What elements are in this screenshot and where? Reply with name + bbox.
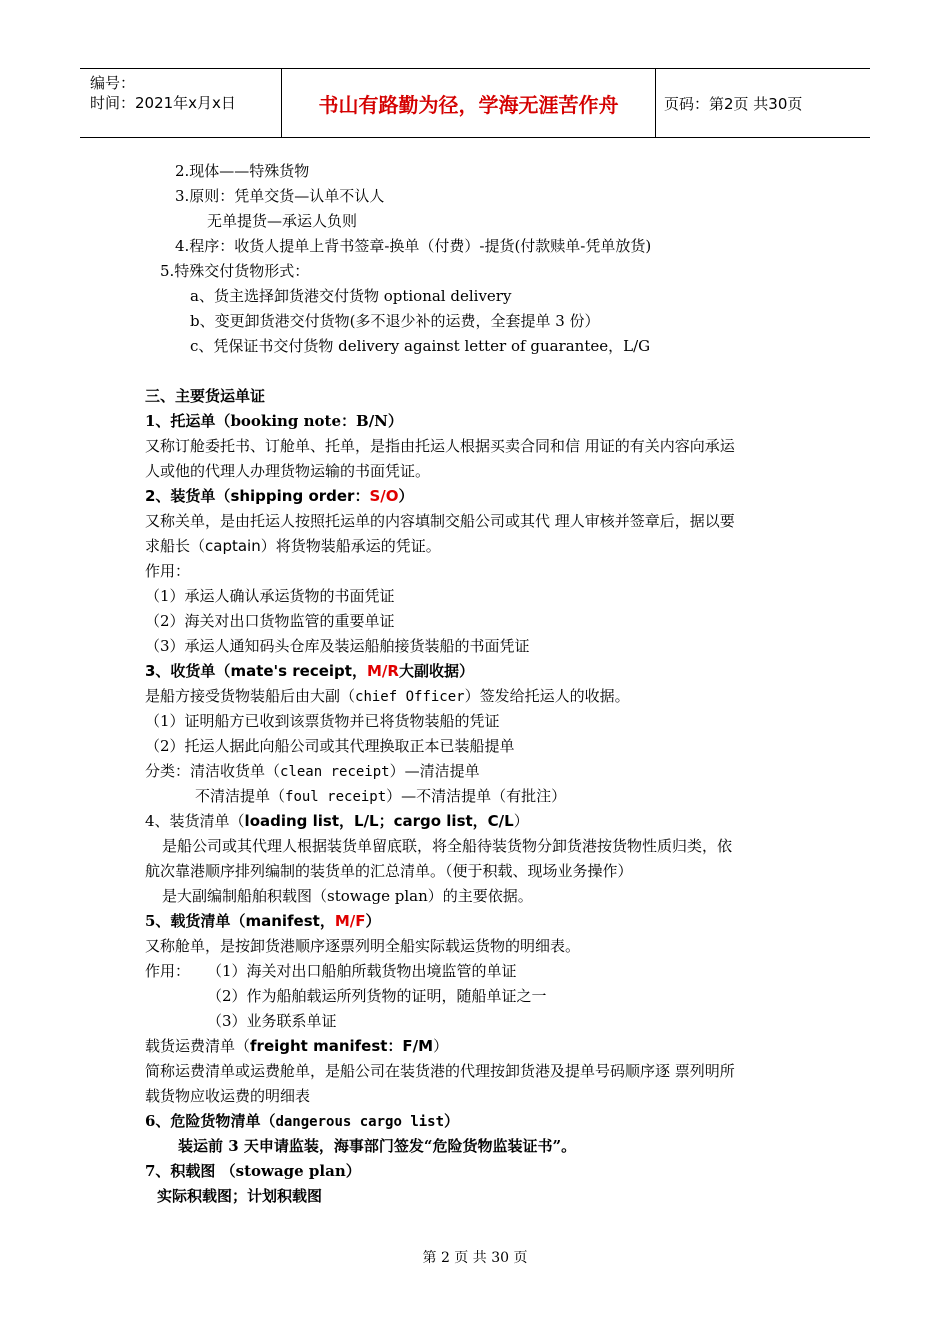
heading-mates-receipt-code: M/R [366, 662, 399, 680]
heading-manifest-a: 5、载货清单（ [145, 912, 246, 930]
line-2: 3.原则：凭单交货—认单不认人 [175, 187, 385, 205]
manifest-use-2: （2）作为船舶载运所列货物的证明，随船单证之一 [207, 987, 547, 1005]
header-left [90, 73, 280, 113]
para-receipt-1b: chief Officer [355, 689, 465, 705]
use-item-2: （2）海关对出口货物监管的重要单证 [145, 612, 395, 630]
page-header [80, 68, 870, 138]
heading-manifest-d: ） [365, 912, 381, 930]
heading-shipping-order-close: ） [398, 487, 414, 505]
heading-loading-list-c: ） [513, 812, 529, 830]
receipt-item-2: （2）托运人据此向船公司或其代理换取正本已装船提单 [145, 737, 515, 755]
heading-manifest-b: manifest， [245, 912, 335, 930]
heading-mates-receipt [145, 661, 474, 681]
para-shipping-2c: ）将货物装船承运的凭证。 [260, 537, 441, 555]
para-freight-1: 简称运费清单或运费舱单，是船公司在装货港的代理按卸货港及提单号码顺序逐 票列明所 [145, 1062, 735, 1080]
receipt-class-2c: ）—不清洁提单（有批注） [386, 787, 567, 805]
heading-freight-manifest-b: freight manifest：F/M [250, 1037, 434, 1055]
line-1: 2.现体——特殊货物 [175, 162, 310, 180]
manifest-use-label: 作用： [145, 962, 191, 980]
heading-mates-receipt-text: 3、收货单（mate's receipt， [145, 662, 367, 680]
number-label: 编号： [90, 74, 136, 92]
para-loading-3: 是大副编制船舶积载图（stowage plan）的主要依据。 [162, 887, 533, 905]
para-loading-2: 航次靠港顺序排列编制的装货单的汇总清单。（便于积载、现场业务操作） [145, 862, 633, 880]
para-shipping-2a: 求船长（ [145, 537, 206, 555]
use-item-1: （1）承运人确认承运货物的书面凭证 [145, 587, 395, 605]
heading-dangerous-a: 6、危险货物清单（ [145, 1112, 276, 1130]
line-7: b、变更卸货港交付货物(多不退少补的运费，全套提单 3 份） [190, 312, 600, 330]
heading-freight-manifest [145, 1036, 448, 1056]
receipt-class-2b: foul receipt [285, 789, 387, 805]
line-5: 5.特殊交付货物形式： [160, 262, 310, 280]
heading-dangerous-b: dangerous cargo list [275, 1114, 445, 1130]
heading-loading-list-b: loading list，L/L；cargo list，C/L [244, 812, 514, 830]
manifest-use-1: （1）海关对出口船舶所载货物出境监管的单证 [207, 962, 517, 980]
line-6: a、货主选择卸货港交付货物 optional delivery [190, 287, 512, 305]
para-receipt-1 [145, 686, 630, 707]
heading-freight-manifest-a: 载货运费清单（ [145, 1037, 251, 1055]
heading-freight-manifest-c: ） [433, 1037, 449, 1055]
para-receipt-1a: 是船方接受货物装船后由大副（ [145, 687, 356, 705]
heading-shipping-order [145, 486, 414, 506]
use-item-3: （3）承运人通知码头仓库及装运船舶接货装船的书面凭证 [145, 637, 530, 655]
heading-dangerous-cargo [145, 1111, 459, 1132]
para-shipping-1: 又称关单，是由托运人按照托运单的内容填制交船公司或其代 理人审核并签章后，据以要 [145, 512, 735, 530]
heading-loading-list-a: 4、装货清单（ [145, 812, 245, 830]
para-freight-2: 载货物应收运费的明细表 [145, 1087, 311, 1105]
line-8: c、凭保证书交付货物 delivery against letter of guarantee，L/G [190, 337, 651, 355]
section-heading: 三、主要货运单证 [145, 387, 266, 405]
para-shipping-2 [145, 536, 441, 556]
heading-mates-receipt-tail: 大副收据） [398, 662, 474, 680]
heading-shipping-order-code: S/O [369, 487, 399, 505]
receipt-class-1b: clean receipt [280, 764, 390, 780]
para-manifest-1: 又称舱单，是按卸货港顺序逐票列明全船实际载运货物的明细表。 [145, 937, 581, 955]
para-dangerous: 装运前 3 天申请监装，海事部门签发“危险货物监装证书”。 [178, 1137, 577, 1155]
manifest-use-3: （3）业务联系单证 [207, 1012, 337, 1030]
heading-booking-note: 1、托运单（booking note：B/N） [145, 412, 403, 430]
para-receipt-1c: ）签发给托运人的收据。 [464, 687, 630, 705]
page-footer: 第 2 页 共 30 页 [422, 1250, 528, 1266]
heading-manifest-code: M/F [334, 912, 366, 930]
para-shipping-2b: captain [205, 537, 261, 555]
receipt-class-2 [195, 786, 566, 807]
receipt-class-1c: ）—清洁提单 [389, 762, 480, 780]
header-page-info: 页码：第2页 共30页 [664, 94, 803, 113]
line-4: 4.程序：收货人提单上背书签章-换单（付费）-提货(付款赎单-凭单放货) [175, 237, 652, 255]
para-booking-2: 人或他的代理人办理货物运输的书面凭证。 [145, 462, 431, 480]
receipt-item-1: （1）证明船方已收到该票货物并已将货物装船的凭证 [145, 712, 500, 730]
para-stowage: 实际积载图；计划积载图 [157, 1187, 323, 1205]
para-loading-1: 是船公司或其代理人根据装货单留底联，将全船待装货物分卸货港按货物性质归类，依 [162, 837, 733, 855]
para-booking-1: 又称订舱委托书、订舱单、托单，是指由托运人根据买卖合同和信 用证的有关内容向承运 [145, 437, 735, 455]
use-label-1: 作用： [145, 562, 191, 580]
receipt-class-1 [145, 761, 480, 782]
receipt-class-1a: 分类：清洁收货单（ [145, 762, 281, 780]
heading-stowage-plan: 7、积载图 （stowage plan） [145, 1162, 361, 1180]
heading-dangerous-c: ） [444, 1112, 460, 1130]
line-3: 无单提货—承运人负则 [207, 212, 358, 230]
time-label: 时间：2021年x月x日 [90, 94, 236, 112]
heading-manifest [145, 911, 381, 931]
heading-loading-list [145, 811, 529, 831]
heading-shipping-order-text: 2、装货单（shipping order： [145, 487, 370, 505]
header-motto: 书山有路勤为径，学海无涯苦作舟 [281, 69, 656, 137]
receipt-class-2a: 不清洁提单（ [195, 787, 286, 805]
